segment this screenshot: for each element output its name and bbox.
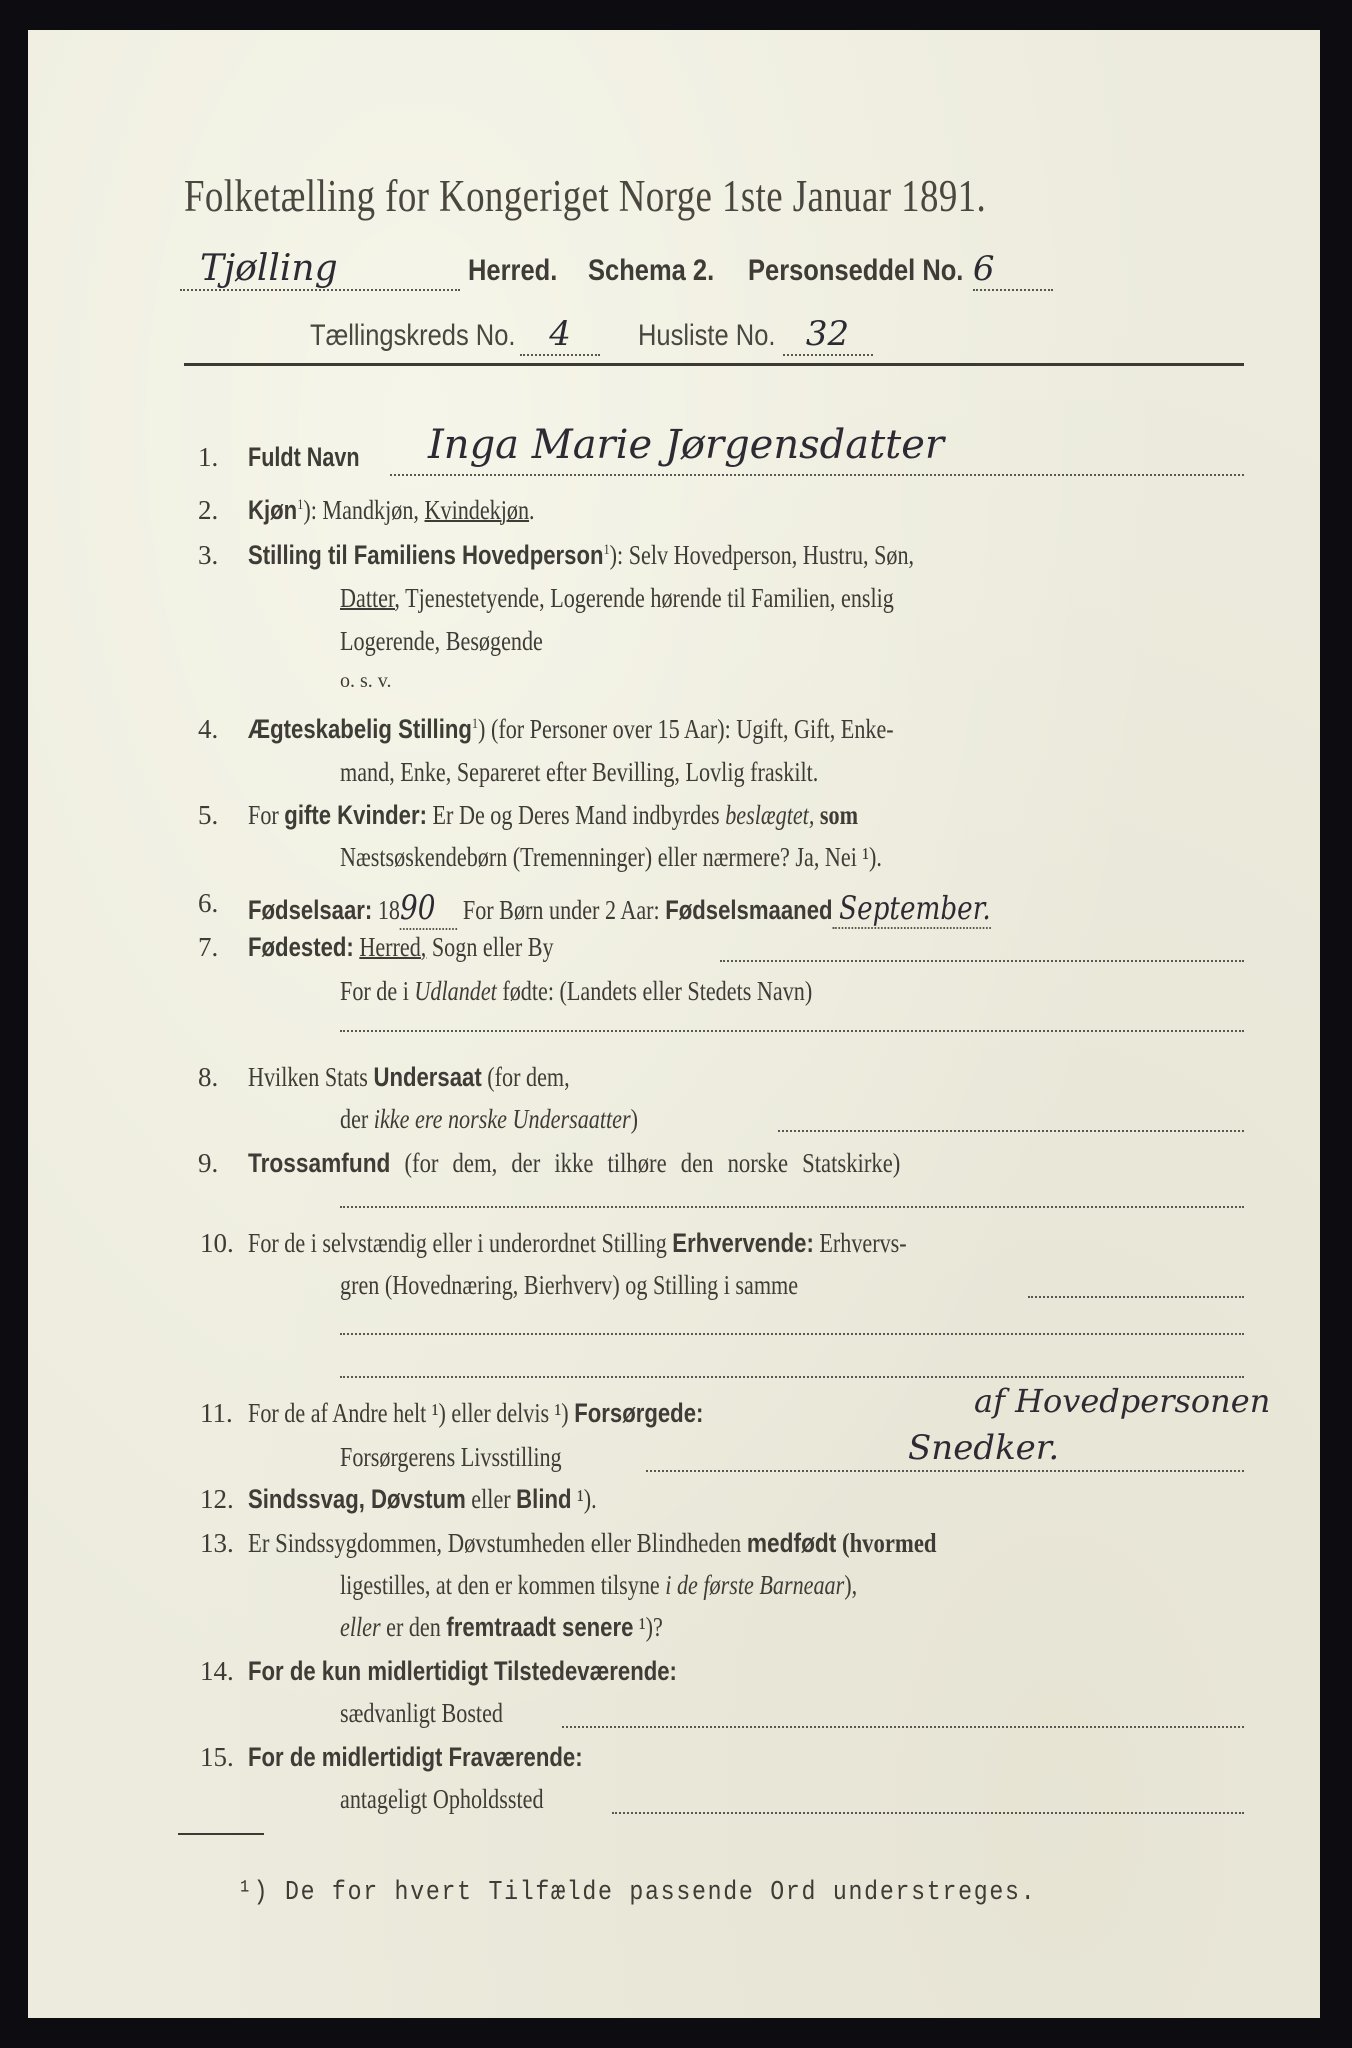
- item-number: 1.: [198, 442, 219, 472]
- herred-row: [180, 248, 1053, 291]
- item-2: 2. Kjøn$^1$): Mandkjøn, Kvindekjøn.: [198, 495, 535, 525]
- item-number: 2.: [198, 495, 219, 525]
- item-number: 7.: [198, 932, 219, 962]
- citizenship-field[interactable]: [778, 1130, 1244, 1132]
- item-11-line2: Forsørgerens Livsstilling: [340, 1442, 562, 1472]
- herred-label: Herred.: [467, 254, 557, 287]
- birth-month-value[interactable]: September.: [833, 889, 991, 929]
- full-name-value[interactable]: Inga Marie Jørgensdatter: [428, 422, 945, 468]
- item-15: [200, 1742, 583, 1773]
- item-11: 11. For de af Andre helt ¹) eller delvis ¹) Forsørgede:: [200, 1398, 704, 1428]
- supported-by-value[interactable]: af Hovedpersonen: [974, 1382, 1271, 1420]
- item-14: [200, 1656, 677, 1687]
- item-1: [198, 442, 360, 473]
- item-7: 7. Fødested: Herred, Sogn eller By: [198, 932, 554, 962]
- personseddel-value: 6: [973, 249, 1053, 291]
- datter-underlined: Datter,: [340, 583, 400, 613]
- item-label: For de midlertidigt Fraværende:: [248, 1742, 583, 1772]
- kreds-value: 4: [520, 314, 600, 356]
- herred-underlined: Herred,: [359, 932, 427, 962]
- birth-year-value[interactable]: 90: [400, 888, 457, 930]
- religion-field[interactable]: [340, 1206, 1244, 1208]
- item-9: 9. Trossamfund (for dem, der ikke tilhøre den norske Statskirke): [198, 1148, 901, 1178]
- item-text: ): Mandkjøn,: [303, 495, 425, 525]
- occupation-field-1[interactable]: [1028, 1296, 1244, 1298]
- item-label: Trossamfund: [248, 1148, 391, 1178]
- personseddel-label: Personseddel No.: [747, 254, 964, 287]
- item-label: gifte Kvinder:: [284, 800, 427, 830]
- item-label: Stilling til Familiens Hovedperson: [248, 540, 604, 570]
- occupation-field-3[interactable]: [340, 1376, 1244, 1378]
- item-number: 3.: [198, 540, 219, 570]
- item-text: ): Selv Hovedperson, Hustru, Søn,: [609, 540, 915, 570]
- item-number: 13.: [200, 1528, 234, 1558]
- kreds-label: Tællingskreds No.: [310, 319, 516, 352]
- item-3-line4: o. s. v.: [340, 670, 392, 692]
- foreign-birthplace-field[interactable]: [340, 1030, 1244, 1032]
- item-number: 4.: [198, 714, 219, 744]
- item-8-line2: der ikke ere norske Undersaatter): [340, 1104, 638, 1134]
- item-8: 8. Hvilken Stats Undersaat (for dem,: [198, 1062, 570, 1092]
- header-divider: [184, 363, 1244, 366]
- item-12: 12. Sindssvag, Døvstum eller Blind ¹).: [200, 1484, 597, 1514]
- probable-residence-field[interactable]: [612, 1812, 1244, 1814]
- husliste-value: 32: [783, 314, 873, 356]
- item-label: Fuldt Navn: [248, 442, 360, 472]
- item-13-line3: eller er den fremtraadt senere ¹)?: [340, 1612, 663, 1642]
- form-title: Folketælling for Kongeriget Norge 1ste Januar 1891.: [184, 171, 987, 221]
- item-label: Erhvervende:: [672, 1228, 814, 1258]
- item-label: medfødt: [746, 1528, 837, 1558]
- herred-value: Tjølling: [180, 248, 460, 291]
- item-4: 4. Ægteskabelig Stilling$^1$) (for Personer over 15 Aar): Ugift, Gift, Enke-: [198, 714, 894, 744]
- item-label: Undersaat: [373, 1062, 482, 1092]
- item-number: 10.: [200, 1228, 234, 1258]
- item-7-line2: For de i Udlandet fødte: (Landets eller Stedets Navn): [340, 976, 813, 1006]
- item-10-line2: gren (Hovednæring, Bierhverv) og Stilling i samme: [340, 1270, 799, 1300]
- item-6: 6. Fødselsaar: 1890 For Børn under 2 Aar: Fødselsmaaned September.: [198, 888, 991, 928]
- item-label: Forsørgede:: [574, 1398, 704, 1428]
- item-number: 9.: [198, 1148, 219, 1178]
- item-number: 12.: [200, 1484, 234, 1514]
- footnote-divider: [178, 1833, 264, 1835]
- item-4-line2: mand, Enke, Separeret efter Bevilling, Lovlig fraskilt.: [340, 757, 819, 787]
- footnote: ¹) De for hvert Tilfælde passende Ord understreges.: [238, 1878, 1037, 1908]
- item-13: 13. Er Sindssygdommen, Døvstumheden eller Blindheden medfødt (hvormed: [200, 1528, 937, 1558]
- item-label: Fødested:: [248, 932, 354, 962]
- kvindekjon-underlined: Kvindekjøn: [424, 495, 530, 525]
- item-13-line2: ligestilles, at den er kommen tilsyne i de første Barneaar),: [340, 1570, 858, 1600]
- full-name-field[interactable]: [390, 474, 1244, 476]
- item-number: 5.: [198, 800, 219, 830]
- item-14-line2: sædvanligt Bosted: [340, 1698, 503, 1728]
- item-number: 8.: [198, 1062, 219, 1092]
- item-number: 11.: [200, 1398, 233, 1428]
- item-15-line2: antageligt Opholdssted: [340, 1784, 544, 1814]
- item-label: Fødselsaar:: [248, 895, 373, 925]
- birthplace-field[interactable]: [720, 960, 1244, 962]
- item-label: Kjøn: [248, 495, 298, 525]
- item-3-line2: Datter, Tjenestetyende, Logerende hørende til Familien, enslig: [340, 583, 894, 613]
- item-5-line2: Næstsøskendebørn (Tremenninger) eller nærmere? Ja, Nei ¹).: [340, 842, 882, 872]
- item-label: Ægteskabelig Stilling: [248, 714, 472, 744]
- item-3-line3: Logerende, Besøgende: [340, 626, 543, 656]
- kreds-row: [310, 314, 873, 356]
- item-number: 6.: [198, 888, 219, 918]
- usual-residence-field[interactable]: [562, 1726, 1244, 1728]
- item-10: 10. For de i selvstændig eller i underordnet Stilling Erhvervende: Erhvervs-: [200, 1228, 907, 1258]
- item-3: 3. Stilling til Familiens Hovedperson$^1$): Selv Hovedperson, Hustru, Søn,: [198, 540, 915, 570]
- occupation-field-2[interactable]: [340, 1333, 1244, 1335]
- item-5: 5. For gifte Kvinder: Er De og Deres Mand indbyrdes beslægtet, som: [198, 800, 859, 830]
- husliste-label: Husliste No.: [638, 319, 776, 352]
- census-form-page: [28, 30, 1320, 2018]
- supporter-occupation-field[interactable]: [646, 1470, 1244, 1472]
- item-label: Sindssvag, Døvstum: [248, 1484, 466, 1514]
- supporter-occupation-value[interactable]: Snedker.: [908, 1428, 1060, 1468]
- item-number: 15.: [200, 1742, 234, 1772]
- item-number: 14.: [200, 1656, 234, 1686]
- item-label: For de kun midlertidigt Tilstedeværende:: [248, 1656, 677, 1686]
- schema-label: Schema 2.: [588, 254, 715, 287]
